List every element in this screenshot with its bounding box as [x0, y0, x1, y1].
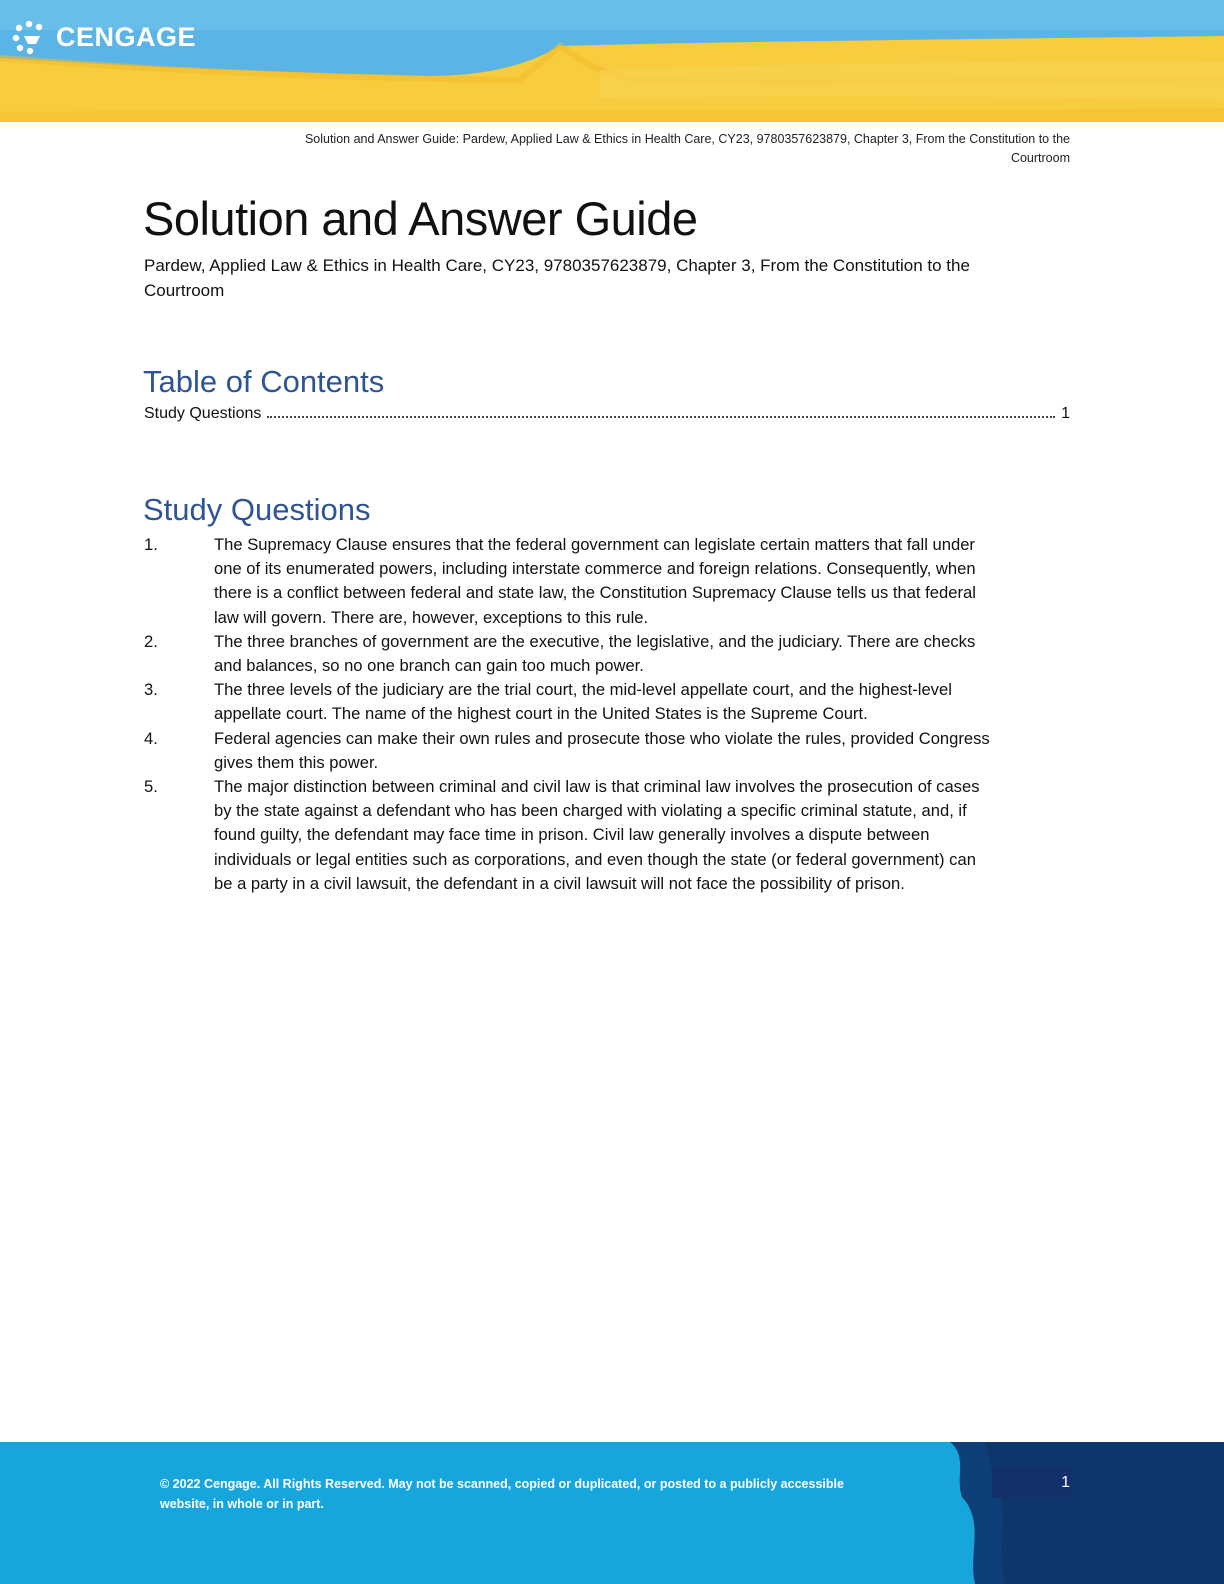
question-answer-text	[214, 775, 1070, 896]
answer-line: and balances, so no one branch can gain too much power.	[214, 656, 644, 676]
question-answer-text	[214, 630, 1070, 678]
study-question-item	[144, 678, 1070, 726]
answer-line: one of its enumerated powers, including interstate commerce and foreign relations. Consequently, when	[214, 559, 976, 579]
question-number: 1.	[144, 535, 158, 554]
answer-line: appellate court. The name of the highest court in the United States is the Supreme Court.	[214, 704, 868, 724]
answer-line: there is a conflict between federal and state law, the Constitution Supremacy Clause tells us that federal	[214, 583, 976, 603]
study-question-item	[144, 775, 1070, 896]
page-number	[992, 1468, 1072, 1498]
question-number: 4.	[144, 728, 158, 748]
study-question-item	[144, 630, 1070, 678]
toc-heading: Table of Contents	[143, 364, 385, 399]
subtitle-line-2: Courtroom	[144, 281, 225, 300]
cengage-logo-icon	[10, 18, 48, 56]
answer-line: law will govern. There are, however, exceptions to this rule.	[214, 607, 649, 627]
answer-line: found guilty, the defendant may face time in prison. Civil law generally involves a dispute between	[214, 825, 930, 845]
document-title: Solution and Answer Guide	[143, 192, 698, 245]
subtitle-line-1: Pardew, Applied Law & Ethics in Health Care, CY23, 9780357623879, Chapter 3, From the Constitution to the	[144, 256, 970, 275]
study-question-item	[144, 533, 1070, 630]
answer-line: individuals or legal entities such as corporations, and even though the state (or federal government) can	[214, 849, 976, 869]
answer-line: by the state against a defendant who has been charged with violating a specific criminal statute, and, if	[214, 801, 967, 821]
answer-line: be a party in a civil lawsuit, the defendant in a civil lawsuit will not face the possibility of prison.	[214, 873, 905, 893]
logo-text: CENGAGE	[56, 21, 197, 52]
answer-line: The major distinction between criminal and civil law is that criminal law involves the prosecution of cases	[214, 777, 980, 797]
running-header-line-1: Solution and Answer Guide: Pardew, Applied Law & Ethics in Health Care, CY23, 9780357623879, Chapter 3, From the Constitution to the	[304, 132, 1070, 146]
question-number: 5.	[144, 777, 158, 797]
header-banner	[0, 0, 1224, 122]
document-subtitle	[144, 253, 1044, 303]
question-number: 2.	[144, 631, 158, 651]
running-header	[150, 130, 1070, 168]
toc-entry[interactable]	[144, 405, 1070, 423]
answer-line: gives them this power.	[214, 752, 379, 772]
toc-leader-dots	[267, 416, 1055, 418]
toc-entry-page: 1	[1061, 405, 1070, 422]
question-answer-text	[214, 727, 1070, 775]
running-header-line-2: Courtroom	[1010, 151, 1070, 165]
answer-line: Federal agencies can make their own rules and prosecute those who violate the rules, provided Congress	[214, 728, 990, 748]
answer-line: The Supremacy Clause ensures that the federal government can legislate certain matters that fall under	[214, 535, 975, 554]
question-answer-text	[214, 533, 1070, 630]
page-number-value: 1	[1061, 1474, 1070, 1491]
copyright-line-1: © 2022 Cengage. All Rights Reserved. May not be scanned, copied or duplicated, or posted to a publicly accessible	[160, 1477, 844, 1491]
cengage-logo	[10, 18, 196, 56]
copyright-line-2: website, in whole or in part.	[160, 1497, 324, 1511]
answer-line: The three levels of the judiciary are the trial court, the mid-level appellate court, and the highest-level	[214, 680, 952, 700]
toc-entry-label: Study Questions	[144, 405, 262, 422]
study-questions-heading: Study Questions	[143, 492, 371, 527]
question-answer-text	[214, 678, 1070, 726]
study-questions-list	[144, 533, 1070, 896]
answer-line: The three branches of government are the executive, the legislative, and the judiciary. There are checks	[214, 631, 976, 651]
copyright-notice	[160, 1474, 920, 1514]
study-question-item	[144, 727, 1070, 775]
question-number: 3.	[144, 680, 158, 700]
